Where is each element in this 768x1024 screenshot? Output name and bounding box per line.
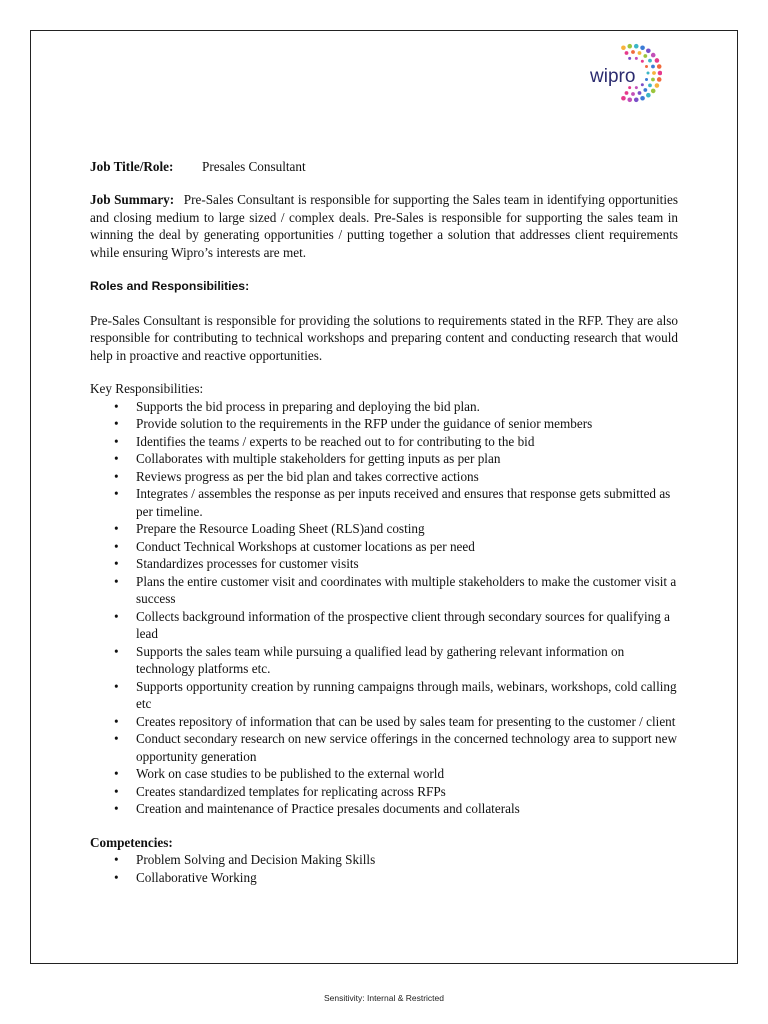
logo-dot [643,54,647,58]
responsibility-item-text: Creation and maintenance of Practice presales documents and collaterals [136,801,520,816]
job-summary-label: Job Summary: [90,192,175,207]
bullet-icon: • [114,869,119,885]
responsibility-item [90,398,678,416]
responsibility-item-text: Conduct secondary research on new service offerings in the concerned technology area to support new opportunity generation [136,731,677,764]
bullet-icon: • [114,766,119,781]
responsibility-item [90,800,678,818]
logo-dot [651,65,655,69]
roles-heading: Roles and Responsibilities: [90,279,250,293]
job-summary-text: Pre-Sales Consultant is responsible for supporting the Sales team in identifying opportunities and closing medium to large sized / complex deals. Pre-Sales is responsible for supporting the sales team in winning the deal by generating opportunities / putting together a solution that addresses client requirements while ensuring Wipro’s interests are met. [90,192,679,260]
responsibility-item [90,415,678,433]
bullet-icon: • [114,783,119,799]
bullet-icon: • [114,433,119,449]
responsibility-item-text: Collaborates with multiple stakeholders for getting inputs as per plan [136,451,501,466]
responsibility-item [90,643,678,678]
responsibility-item [90,555,678,573]
logo-dot [625,51,629,55]
logo-dot [621,96,626,101]
responsibility-item-text: Conduct Technical Workshops at customer locations as per need [136,538,475,554]
company-logo [586,42,662,108]
bullet-icon: • [114,713,119,729]
responsibility-item-text: Standardizes processes for customer visits [136,556,359,571]
logo-dot [648,59,652,63]
logo-dot [658,71,662,76]
logo-dot [657,64,662,69]
responsibility-item [90,468,678,486]
logo-dot [640,96,645,101]
responsibility-item [90,520,678,538]
responsibility-item-text: Prepare the Resource Loading Sheet (RLS)and costing [136,521,425,536]
job-title-value: Presales Consultant [202,159,306,174]
job-summary [90,191,678,261]
bullet-icon: • [114,643,119,659]
responsibility-item-text: Creates standardized templates for replicating across RFPs [136,783,446,799]
responsibility-item [90,713,678,731]
bullet-icon: • [114,573,119,589]
logo-dot [651,78,655,82]
logo-dot [631,50,635,54]
logo-dot [627,44,632,49]
logo-dot [651,89,656,94]
document-body [90,158,678,886]
logo-dot [655,58,660,63]
responsibility-item-text: Supports the bid process in preparing and deploying the bid plan. [136,398,480,414]
competencies-heading: Competencies: [90,834,173,850]
bullet-icon: • [114,486,119,501]
logo-dot [640,45,645,50]
responsibility-item [90,538,678,556]
responsibility-item-text: Supports opportunity creation by running campaigns through mails, webinars, workshops, cold calling etc [136,678,677,711]
responsibility-item-text: Identifies the teams / experts to be reached out to for contributing to the bid [136,433,535,449]
logo-dot [627,98,632,103]
responsibility-item-text: Reviews progress as per the bid plan and takes corrective actions [136,468,479,484]
key-responsibilities-label: Key Responsibilities: [90,381,204,396]
bullet-icon: • [114,398,119,414]
key-responsibilities-list [90,398,678,818]
bullet-icon: • [114,416,119,431]
logo-dot [646,48,651,53]
competency-item-text: Problem Solving and Decision Making Skills [136,852,376,867]
job-title-row [90,158,678,176]
responsibility-item [90,573,678,608]
responsibility-item [90,678,678,713]
logo-dot [652,71,656,75]
bullet-icon: • [114,468,119,484]
responsibility-item [90,783,678,801]
logo-dot [645,78,648,81]
logo-dot [648,83,652,87]
logo-dot [655,83,660,88]
logo-dot [643,88,647,92]
logo-dot [634,98,639,103]
logo-text: wipro [590,66,636,87]
responsibility-item [90,608,678,643]
logo-dot [646,93,651,98]
logo-dot [638,91,642,95]
roles-paragraph: Pre-Sales Consultant is responsible for providing the solutions to requirements stated in the RFP. They are also responsible for contributing to technical workshops and preparing content and conducting research that would help in proactive and reactive opportunities. [90,312,678,363]
responsibility-item [90,765,678,783]
logo-dot [621,45,626,50]
responsibility-item-text: Integrates / assembles the response as per inputs received and ensures that response gets submitted as per timeline. [136,486,671,519]
competencies-list [90,851,678,886]
logo-dot [625,91,629,95]
bullet-icon: • [114,801,119,816]
competency-item [90,851,678,869]
responsibility-item [90,485,678,520]
logo-dot [651,53,656,58]
competency-item [90,869,678,887]
responsibility-item-text: Plans the entire customer visit and coordinates with multiple stakeholders to make the customer visit a success [136,573,677,606]
responsibility-item-text: Work on case studies to be published to the external world [136,766,445,781]
logo-dot [634,44,639,49]
responsibility-item-text: Creates repository of information that can be used by sales team for presenting to the customer / client [136,713,676,729]
responsibility-item [90,730,678,765]
bullet-icon: • [114,731,119,746]
logo-dot [641,83,644,86]
bullet-icon: • [114,852,119,867]
bullet-icon: • [114,538,119,554]
responsibility-item [90,433,678,451]
bullet-icon: • [114,451,119,466]
logo-dot [641,60,644,63]
logo-dot [628,57,631,60]
responsibility-item-text: Provide solution to the requirements in the RFP under the guidance of senior members [136,416,593,431]
logo-dot [638,51,642,55]
bullet-icon: • [114,521,119,536]
logo-dot [645,65,648,68]
logo-dot [631,92,635,96]
job-title-label: Job Title/Role: [90,159,174,174]
responsibility-item-text: Supports the sales team while pursuing a qualified lead by gathering relevant information on technology platforms etc. [136,643,625,676]
logo-dot [635,57,638,60]
logo-dot [657,77,662,82]
logo-dot [647,72,650,75]
bullet-icon: • [114,678,119,694]
competency-item-text: Collaborative Working [136,869,257,885]
bullet-icon: • [114,608,119,624]
responsibility-item-text: Collects background information of the prospective client through secondary sources for qualifying a lead [136,608,670,641]
bullet-icon: • [114,556,119,571]
sensitivity-footer: Sensitivity: Internal & Restricted [324,993,444,1003]
responsibility-item [90,450,678,468]
